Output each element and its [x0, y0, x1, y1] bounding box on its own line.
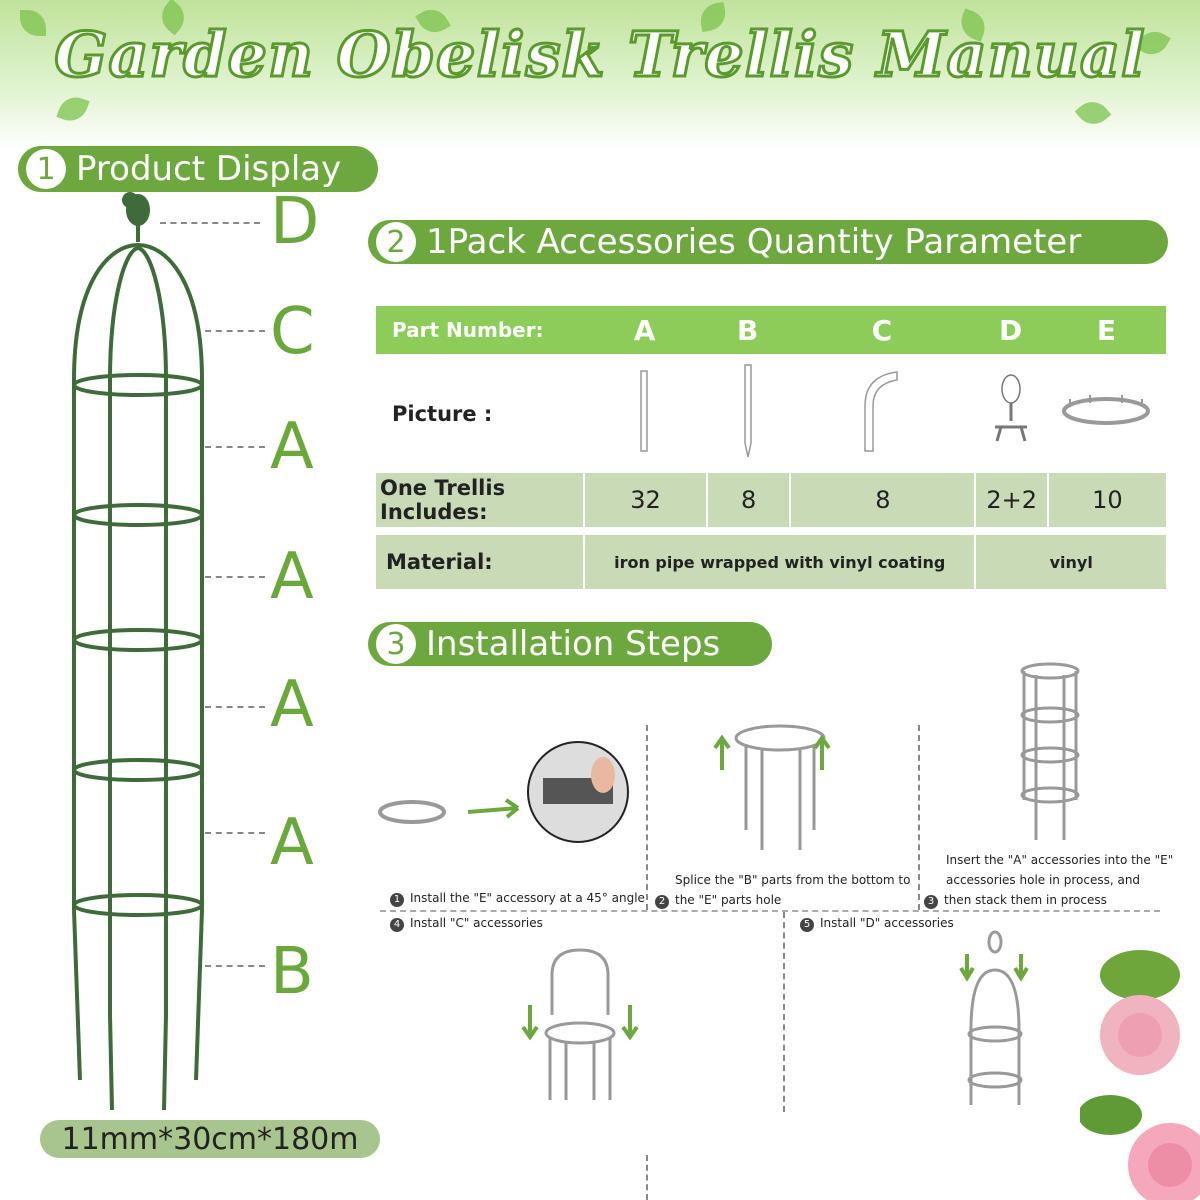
table-row [376, 306, 1166, 354]
table-row [376, 535, 1166, 589]
step5-illustration [955, 930, 1035, 1105]
part-header-b: B [706, 306, 789, 354]
part-label-c: C [270, 295, 315, 369]
part-picture-d [974, 362, 1046, 465]
part-header-c: C [789, 306, 974, 354]
part-number-header: Part Number: [376, 306, 583, 354]
page-title: Garden Obelisk Trellis Manual [54, 18, 1146, 91]
step1-illustration [378, 740, 643, 880]
step-3-caption [927, 850, 1174, 910]
section-accessories [368, 220, 1168, 264]
part-label-a: A [270, 668, 314, 742]
part-label-a: A [270, 806, 314, 880]
picture-label: Picture : [392, 401, 493, 426]
step-1-caption [390, 888, 645, 908]
accessories-table [376, 298, 1166, 597]
part-picture-c [789, 362, 974, 465]
callout-line [205, 965, 265, 967]
quantity-a: 32 [583, 473, 706, 527]
section-label: 1Pack Accessories Quantity Parameter [426, 222, 1082, 262]
section-label: Product Display [76, 149, 342, 189]
material-plastic: vinyl [974, 535, 1166, 589]
step-text: then stack them in process [944, 893, 1107, 907]
part-label-a: A [270, 410, 314, 484]
step2-illustration [700, 710, 860, 860]
step-divider [380, 910, 1160, 912]
step-line: accessories hole in process, and [946, 873, 1141, 887]
step-number: 4 [390, 918, 404, 932]
quantity-e: 10 [1047, 473, 1166, 527]
section-number: 2 [376, 222, 416, 262]
step-divider [646, 725, 648, 910]
step-text: Install "C" accessories [410, 916, 543, 930]
material-label: Material: [376, 535, 583, 589]
callout-line [205, 832, 265, 834]
part-header-d: D [974, 306, 1046, 354]
step-5-caption [800, 913, 954, 933]
trellis-illustration [60, 190, 220, 1120]
material-metal: iron pipe wrapped with vinyl coating [583, 535, 974, 589]
step-line: Insert the "A" accessories into the "E" [946, 853, 1174, 867]
step-number: 1 [390, 893, 404, 907]
section-number: 3 [376, 624, 416, 664]
quantity-b: 8 [706, 473, 789, 527]
step-text: Install "D" accessories [820, 916, 954, 930]
callout-line [205, 576, 265, 578]
table-row [376, 362, 1166, 465]
dimensions-badge: 11mm*30cm*180m [40, 1120, 380, 1158]
callout-line [160, 222, 260, 224]
step-text: Install the "E" accessory at a 45° angle [410, 891, 645, 905]
step-line: Splice the "B" parts from the bottom to [675, 873, 911, 887]
part-header-a: A [583, 306, 706, 354]
part-label-b: B [270, 935, 314, 1009]
quantity-c: 8 [789, 473, 974, 527]
callout-line [205, 706, 265, 708]
section-number: 1 [26, 149, 66, 189]
step-4-caption [390, 913, 543, 933]
part-label-a: A [270, 540, 314, 614]
step-number: 3 [924, 895, 938, 909]
part-header-e: E [1047, 306, 1166, 354]
part-picture-a [583, 362, 706, 465]
step-divider [918, 725, 920, 910]
part-label-d: D [270, 185, 320, 259]
step-text: the "E" parts hole [675, 893, 782, 907]
includes-label: One Trellis Includes: [376, 473, 583, 527]
callout-line [205, 330, 265, 332]
part-picture-e [1047, 362, 1166, 465]
step-line [924, 890, 1173, 910]
quantity-d: 2+2 [974, 473, 1046, 527]
rose-decoration [1080, 945, 1200, 1200]
step-number: 2 [655, 895, 669, 909]
section-installation [368, 622, 772, 666]
step-divider [646, 1155, 648, 1200]
part-picture-b [706, 362, 789, 465]
step-divider [783, 912, 785, 1112]
step4-illustration [520, 945, 650, 1105]
section-product-display [18, 146, 378, 192]
step3-illustration [1010, 655, 1090, 845]
section-label: Installation Steps [426, 624, 721, 664]
table-row [376, 473, 1166, 527]
step-number: 5 [800, 918, 814, 932]
callout-line [205, 446, 265, 448]
step-line [655, 890, 910, 910]
step-2-caption [655, 870, 910, 910]
